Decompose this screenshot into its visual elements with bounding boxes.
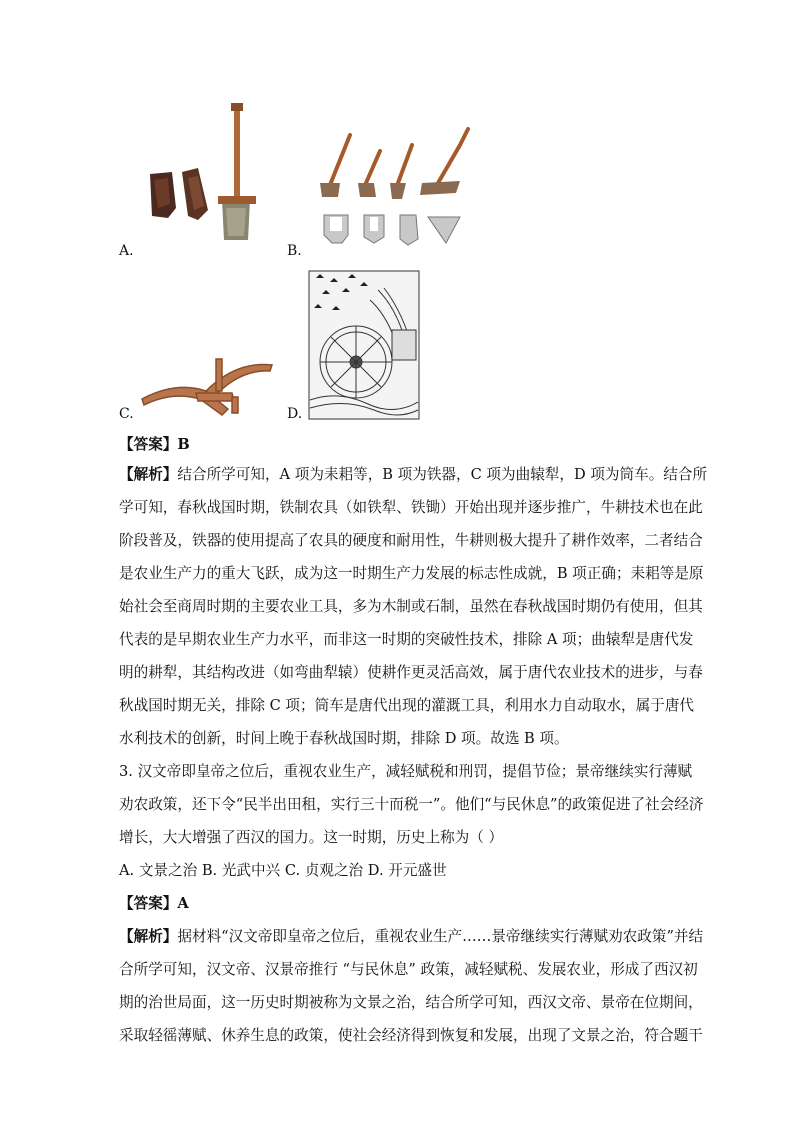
q3-choices: A. 文景之治 B. 光武中兴 C. 贞观之治 D. 开元盛世 xyxy=(119,862,447,879)
q2-answer xyxy=(119,435,190,455)
q3-analysis-line-3: 采取轻徭薄赋、休养生息的政策，使社会经济得到恢复和发展，出现了文景之治，符合题干 xyxy=(119,1027,703,1044)
q2-analysis-line-5: 代表的是早期农业生产力水平，而非这一时期的突破性技术，排除 A 项；曲辕犁是唐代发 xyxy=(119,631,694,648)
q3-analysis-line-0 xyxy=(119,927,703,947)
q2-analysis-line-6: 明的耕犁，其结构改进（如弯曲犁辕）使耕作更灵活高效，属于唐代农业技术的进步，与春 xyxy=(119,664,703,681)
q2-analysis-line-7: 秋战国时期无关，排除 C 项；筒车是唐代出现的灌溉工具，利用水力自动取水，属于唐代 xyxy=(119,697,695,714)
q2-analysis-text-0: 结合所学可知，A 项为耒耜等，B 项为铁器，C 项为曲辕犁，D 项为筒车。结合所 xyxy=(177,466,708,483)
q3-analysis-line-2: 期的治世局面，这一历史时期被称为文景之治，结合所学可知，西汉文帝、景帝在位期间， xyxy=(119,994,703,1011)
q2-analysis-line-1: 学可知，春秋战国时期，铁制农具（如铁犁、铁锄）开始出现并逐步推广，牛耕技术也在此 xyxy=(119,499,703,516)
option-d-image xyxy=(308,270,420,420)
q2-analysis-tag: 【解析】 xyxy=(119,466,178,483)
q3-answer-value: A xyxy=(177,895,189,912)
q2-analysis-line-0 xyxy=(119,465,707,485)
q3-answer-tag: 【答案】 xyxy=(119,895,178,912)
q2-answer-tag: 【答案】 xyxy=(119,436,178,453)
q3-stem-line-1: 劝农政策，还下令“民半出田租，实行三十而税一”。他们“与民休息”的政策促进了社会经济 xyxy=(119,796,704,813)
option-a-label: A. xyxy=(119,243,134,259)
option-c-image xyxy=(136,345,276,420)
q3-answer xyxy=(119,894,189,914)
q2-analysis-line-4: 始社会至商周时期的主要农业工具，多为木制或石制，虽然在春秋战国时期仍有使用，但其 xyxy=(119,598,703,615)
option-d-label: D. xyxy=(287,406,303,422)
q2-analysis-line-3: 是农业生产力的重大飞跃，成为这一时期生产力发展的标志性成就，B 项正确；耒耜等是原 xyxy=(119,565,704,582)
q2-analysis-line-8: 水利技术的创新，时间上晚于春秋战国时期，排除 D 项。故选 B 项。 xyxy=(119,730,569,747)
option-a-image xyxy=(138,100,258,250)
q2-answer-value: B xyxy=(177,436,190,453)
option-b-label: B. xyxy=(287,243,302,259)
q3-stem-line-0: 3. 汉文帝即皇帝之位后，重视农业生产，减轻赋税和刑罚，提倡节俭；景帝继续实行薄赋 xyxy=(119,763,693,780)
option-b-image xyxy=(310,125,475,250)
q3-analysis-text-0: 据材料“汉文帝即皇帝之位后，重视农业生产……景帝继续实行薄赋劝农政策”并结 xyxy=(177,928,704,945)
q3-analysis-tag: 【解析】 xyxy=(119,928,178,945)
q2-analysis-line-2: 阶段普及，铁器的使用提高了农具的硬度和耐用性，牛耕则极大提升了耕作效率，二者结合 xyxy=(119,532,703,549)
q3-analysis-line-1: 合所学可知，汉文帝、汉景帝推行 “与民休息” 政策，减轻赋税、发展农业，形成了西汉初 xyxy=(119,961,698,978)
option-c-label: C. xyxy=(119,406,134,422)
q3-stem-line-2: 增长，大大增强了西汉的国力。这一时期，历史上称为（ ） xyxy=(119,829,504,846)
